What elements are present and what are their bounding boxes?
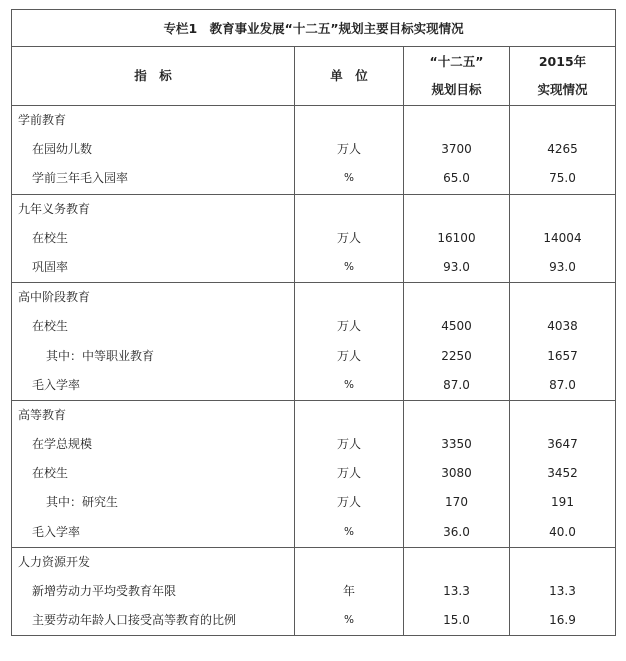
education-targets-table [11, 9, 616, 636]
indicator-label: 学前三年毛入园率 [32, 171, 129, 186]
section-target-cell [404, 283, 510, 401]
unit-value: % [344, 172, 354, 185]
target-value: 3350 [441, 437, 472, 452]
target-value: 4500 [441, 319, 472, 334]
section-actual-cell [510, 106, 616, 195]
section-row [12, 283, 616, 401]
header-indicator: 指 标 [12, 47, 295, 106]
blank-line [404, 106, 509, 135]
table-title: 专栏1 教育事业发展“十二五”规划主要目标实现情况 [12, 10, 616, 47]
section-unit-cell [295, 283, 404, 401]
actual-value: 3452 [547, 466, 578, 481]
actual-value: 1657 [547, 348, 578, 363]
blank-line [510, 283, 615, 312]
indicator-label: 在学总规模 [32, 437, 93, 452]
target-value: 2250 [441, 348, 472, 363]
section-indicator-cell [12, 400, 295, 547]
section-indicator-cell [12, 194, 295, 283]
section-target-cell [404, 400, 510, 547]
blank-line [404, 195, 509, 224]
actual-value: 4265 [547, 142, 578, 157]
section-row [12, 106, 616, 195]
indicator-label: 在校生 [32, 319, 69, 334]
actual-value: 87.0 [549, 377, 576, 392]
blank-line [510, 106, 615, 135]
actual-value: 16.9 [549, 613, 576, 628]
blank-line [295, 195, 403, 224]
blank-line [295, 283, 403, 312]
target-value: 3700 [441, 142, 472, 157]
target-value: 13.3 [443, 584, 470, 598]
blank-line [404, 283, 509, 312]
section-heading: 人力资源开发 [18, 554, 91, 569]
indicator-label: 在园幼儿数 [32, 142, 93, 157]
section-target-cell [404, 547, 510, 636]
target-value: 16100 [437, 230, 476, 245]
actual-value: 13.3 [549, 584, 576, 598]
blank-line [295, 106, 403, 135]
unit-value: 年 [342, 584, 355, 598]
target-value: 170 [445, 495, 468, 510]
actual-value: 4038 [547, 319, 578, 334]
indicator-label: 其中：中等职业教育 [46, 348, 155, 363]
blank-line [295, 401, 403, 430]
unit-value: 万人 [336, 142, 361, 157]
header-target-line1: “十二五” [429, 54, 484, 69]
blank-line [510, 548, 615, 577]
section-row [12, 400, 616, 547]
header-actual-line1: 2015年 [538, 54, 587, 69]
actual-value: 93.0 [549, 259, 576, 274]
unit-value: 万人 [336, 230, 361, 245]
section-heading: 高等教育 [18, 407, 67, 422]
blank-line [404, 548, 509, 577]
unit-value: 万人 [336, 437, 361, 452]
target-value: 15.0 [443, 613, 470, 628]
header-target [404, 47, 510, 106]
section-heading: 学前教育 [18, 113, 67, 127]
header-actual-line2: 实现情况 [537, 82, 588, 97]
blank-line [295, 548, 403, 577]
section-unit-cell [295, 106, 404, 195]
header-unit: 单 位 [295, 47, 404, 106]
section-actual-cell [510, 400, 616, 547]
section-unit-cell [295, 194, 404, 283]
section-actual-cell [510, 547, 616, 636]
unit-value: 万人 [336, 495, 361, 510]
indicator-label: 巩固率 [32, 259, 69, 274]
section-heading: 高中阶段教育 [18, 290, 91, 305]
section-target-cell [404, 194, 510, 283]
actual-value: 40.0 [549, 524, 576, 539]
actual-value: 191 [551, 495, 574, 510]
blank-line [510, 195, 615, 224]
actual-value: 75.0 [549, 171, 576, 186]
indicator-label: 毛入学率 [32, 377, 81, 392]
target-value: 3080 [441, 466, 472, 481]
actual-value: 14004 [543, 230, 582, 245]
section-row [12, 547, 616, 636]
unit-value: % [344, 525, 354, 538]
header-actual [510, 47, 616, 106]
section-actual-cell [510, 283, 616, 401]
blank-line [404, 401, 509, 430]
section-unit-cell [295, 547, 404, 636]
target-value: 36.0 [443, 524, 470, 539]
unit-value: 万人 [336, 319, 361, 334]
section-indicator-cell [12, 106, 295, 195]
blank-line [510, 401, 615, 430]
target-value: 65.0 [443, 171, 470, 186]
section-unit-cell [295, 400, 404, 547]
section-indicator-cell [12, 283, 295, 401]
indicator-label: 其中：研究生 [46, 495, 119, 510]
section-actual-cell [510, 194, 616, 283]
target-value: 93.0 [443, 259, 470, 274]
unit-value: % [344, 260, 354, 273]
indicator-label: 在校生 [32, 466, 69, 481]
unit-value: 万人 [336, 466, 361, 481]
section-target-cell [404, 106, 510, 195]
actual-value: 3647 [547, 437, 578, 452]
section-heading: 九年义务教育 [18, 201, 91, 216]
target-value: 87.0 [443, 377, 470, 392]
unit-value: % [344, 378, 354, 391]
indicator-label: 主要劳动年龄人口接受高等教育的比例 [32, 613, 237, 628]
indicator-label: 毛入学率 [32, 524, 81, 539]
education-targets-table-container [11, 9, 615, 636]
header-target-line2: 规划目标 [431, 82, 482, 97]
unit-value: % [344, 614, 354, 627]
section-row [12, 194, 616, 283]
section-indicator-cell [12, 547, 295, 636]
unit-value: 万人 [336, 348, 361, 363]
indicator-label: 在校生 [32, 230, 69, 245]
indicator-label: 新增劳动力平均受教育年限 [32, 584, 177, 598]
